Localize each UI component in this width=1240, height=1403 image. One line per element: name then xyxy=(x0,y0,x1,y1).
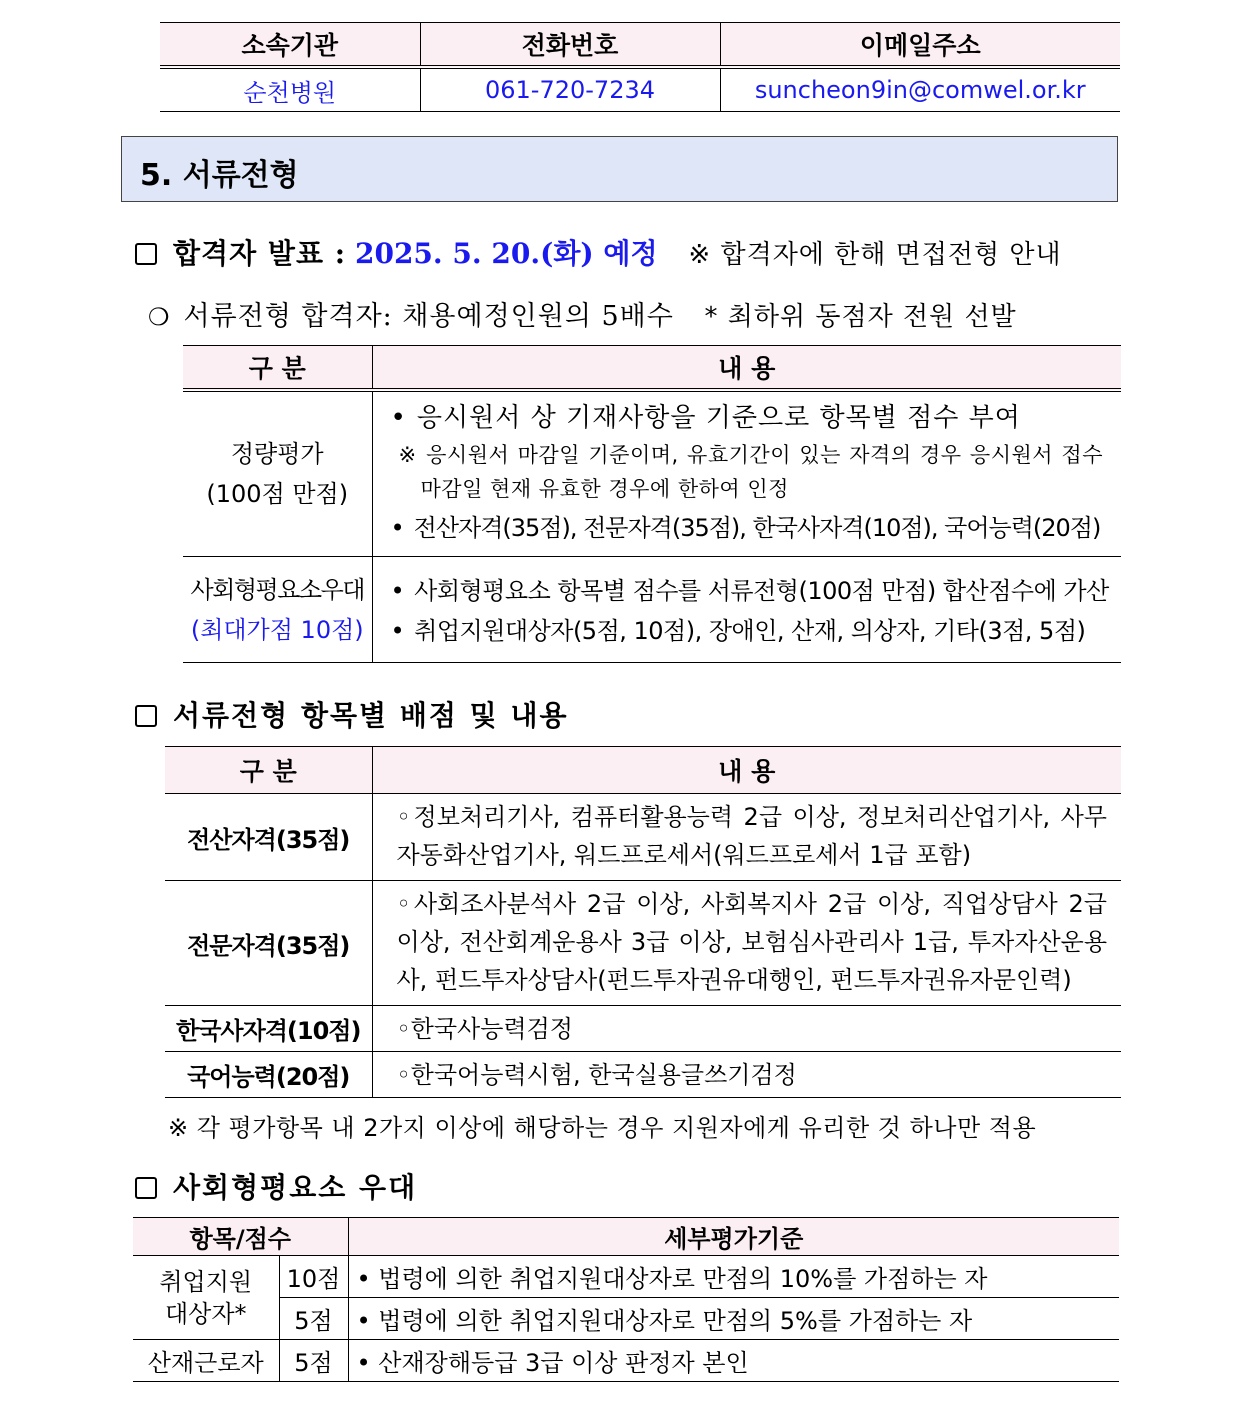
items-header-content: 내 용 xyxy=(372,747,1121,794)
pref-desc: • 법령에 의한 취업지원대상자로 만점의 5%를 가점하는 자 xyxy=(348,1298,1119,1340)
section-header xyxy=(121,136,1118,202)
pref-score: 10점 xyxy=(279,1256,348,1298)
eval-label-social: 사회형평요소우대 xyxy=(190,575,364,604)
pref-header-item: 항목/점수 xyxy=(133,1218,348,1256)
pref-group1-label: 취업지원 대상자* xyxy=(133,1256,279,1340)
checkbox-icon xyxy=(135,1177,157,1199)
section3-title: 사회형평요소 우대 xyxy=(173,1171,418,1204)
contact-header-org: 소속기관 xyxy=(160,23,420,68)
contact-email: suncheon9in@comwel.or.kr xyxy=(720,67,1120,112)
eval-row-content xyxy=(372,390,1121,557)
eval-row-label xyxy=(183,390,372,557)
eval-label-social-score: (최대가점 10점) xyxy=(190,615,364,644)
eval-label-quant-score: (100점 만점) xyxy=(206,480,349,508)
items-label: 전산자격(35점) xyxy=(165,794,372,881)
section2-title: 서류전형 항목별 배점 및 내용 xyxy=(173,699,569,732)
eval-bullet: • 사회형평요소 항목별 점수를 서류전형(100점 만점) 합산점수에 가산 xyxy=(390,576,1109,605)
contact-org: 순천병원 xyxy=(160,67,420,112)
pref-header-criteria: 세부평가기준 xyxy=(348,1218,1119,1256)
eval-header-category: 구 분 xyxy=(183,346,372,391)
items-label: 국어능력(20점) xyxy=(165,1052,372,1098)
pref-group2-label: 산재근로자 xyxy=(133,1340,279,1382)
eval-row-content xyxy=(372,557,1121,663)
circle-bullet-icon: ❍ xyxy=(148,303,170,331)
eval-bullet: • 전산자격(35점), 전문자격(35점), 한국사자격(10점), 국어능력(20점) xyxy=(390,514,1101,542)
eval-bullet: • 응시원서 상 기재사항을 기준으로 항목별 점수 부여 xyxy=(390,403,1021,433)
items-header-category: 구 분 xyxy=(165,747,372,794)
section3-heading xyxy=(135,1166,417,1206)
items-content: ◦사회조사분석사 2급 이상, 사회복지사 2급 이상, 직업상담사 2급 이상, 전산회계운용사 3급 이상, 보험심사관리사 1급, 투자자산운용사, 펀드투자상담사(펀드투자권유대행인, 펀드투자권유자문인력) xyxy=(372,881,1121,1006)
eval-header-content: 내 용 xyxy=(372,346,1121,391)
checkbox-icon xyxy=(135,243,157,265)
announce-line xyxy=(135,232,1062,272)
items-label: 전문자격(35점) xyxy=(165,881,372,1006)
announce-date: 2025. 5. 20.(화) 예정 xyxy=(354,237,658,270)
section-title: 5. 서류전형 xyxy=(140,158,299,193)
items-content: ◦한국사능력검정 xyxy=(372,1006,1121,1052)
eval-row-label xyxy=(183,557,372,663)
pref-score: 5점 xyxy=(279,1340,348,1382)
announce-note: ※ 합격자에 한해 면접전형 안내 xyxy=(688,240,1062,270)
pref-desc: • 산재장해등급 3급 이상 판정자 본인 xyxy=(348,1340,1119,1382)
screening-text: 서류전형 합격자: 채용예정인원의 5배수 xyxy=(183,301,674,332)
contact-phone: 061-720-7234 xyxy=(420,67,720,112)
items-note: ※ 각 평가항목 내 2가지 이상에 해당하는 경우 지원자에게 유리한 것 하나만 적용 xyxy=(168,1114,1037,1142)
evaluation-table xyxy=(183,345,1121,663)
section2-heading xyxy=(135,694,569,734)
items-table xyxy=(165,746,1121,1098)
items-label: 한국사자격(10점) xyxy=(165,1006,372,1052)
announce-label: 합격자 발표 : xyxy=(173,237,347,270)
pref-score: 5점 xyxy=(279,1298,348,1340)
contact-table xyxy=(160,22,1120,112)
eval-note: ※ 응시원서 마감일 기준이며, 유효기간이 있는 자격의 경우 응시원서 접수 마감일 현재 유효한 경우에 한하여 인정 xyxy=(398,443,1103,501)
eval-bullet: • 취업지원대상자(5점, 10점), 장애인, 산재, 의상자, 기타(3점, 5점) xyxy=(390,616,1086,645)
contact-header-email: 이메일주소 xyxy=(720,23,1120,68)
items-content: ◦정보처리기사, 컴퓨터활용능력 2급 이상, 정보처리산업기사, 사무자동화산업기사, 워드프로세서(워드프로세서 1급 포함) xyxy=(372,794,1121,881)
pref-desc: • 법령에 의한 취업지원대상자로 만점의 10%를 가점하는 자 xyxy=(348,1256,1119,1298)
screening-line xyxy=(148,294,1017,333)
preference-table xyxy=(133,1217,1119,1382)
screening-note: * 최하위 동점자 전원 선발 xyxy=(704,302,1017,332)
checkbox-icon xyxy=(135,705,157,727)
items-content: ◦한국어능력시험, 한국실용글쓰기검정 xyxy=(372,1052,1121,1098)
contact-header-phone: 전화번호 xyxy=(420,23,720,68)
eval-label-quant: 정량평가 xyxy=(230,440,324,468)
